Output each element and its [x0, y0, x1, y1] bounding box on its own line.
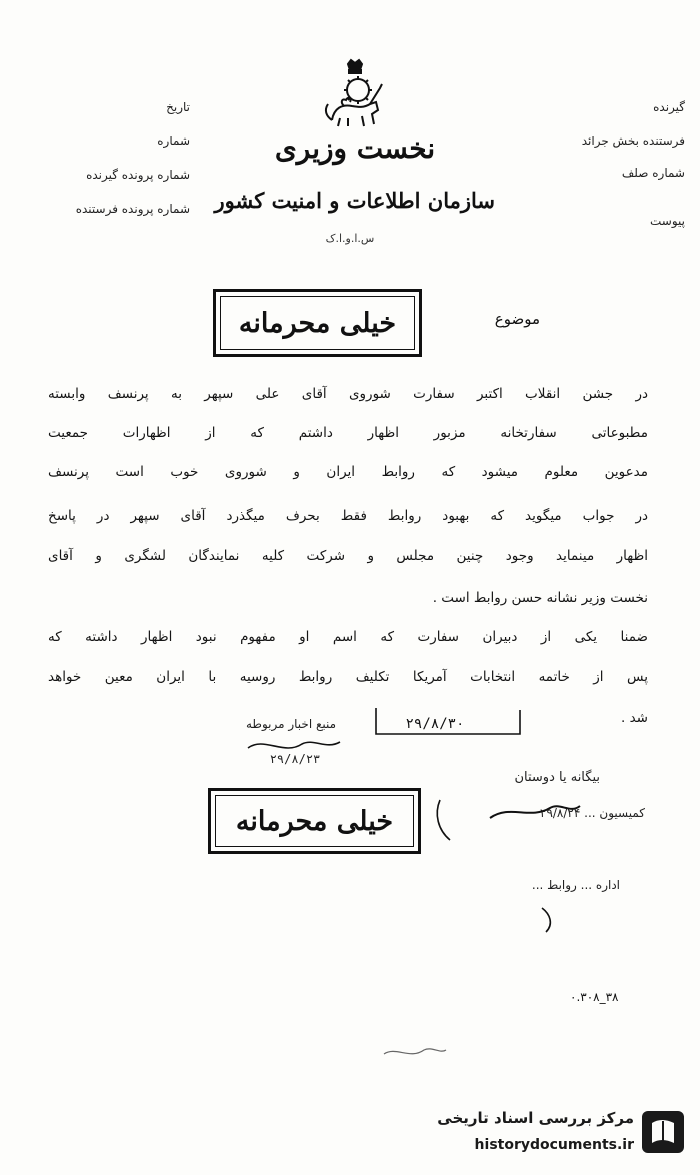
- archive-logo-icon: [640, 1109, 686, 1155]
- signature-date-below: ۲۹/۸/۲۳: [269, 752, 321, 766]
- handwritten-mark-icon: [536, 904, 566, 936]
- handwritten-note-2: کمیسیون ... ۲۹/۸/۲۴: [540, 806, 645, 820]
- field-sender-label: فرستنده بخش جرائد: [581, 134, 685, 148]
- handwritten-note-1: بیگانه یا دوستان: [514, 770, 600, 785]
- signature-note: منبع اخبار مربوطه: [245, 717, 337, 731]
- field-number-label: شماره: [157, 134, 190, 148]
- faint-mark-icon: [380, 1040, 450, 1064]
- body-line: ضمنا یکی از دبیران سفارت که اسم او مفهوم نبود اظهار داشته که: [48, 629, 648, 645]
- document-serial: ۰.۳۰۸_۳۸: [570, 990, 619, 1004]
- subject-label: موضوع: [494, 310, 540, 328]
- top-secret-stamp-lower: [208, 788, 421, 854]
- field-recipient-file-label: شماره پرونده گیرنده: [86, 168, 190, 182]
- body-line: نخست وزیر نشانه حسن روابط است .: [432, 590, 648, 606]
- handwritten-note-3: اداره ... روابط ...: [531, 878, 620, 892]
- body-line: پس از خاتمه انتخابات آمریکا تکلیف روابط روسیه با ایران معین خواهد: [48, 669, 648, 685]
- watermark-url: historydocuments.ir: [474, 1137, 634, 1153]
- header-title: نخست وزیری: [274, 132, 436, 165]
- stamp-label: خیلی محرمانه: [238, 307, 397, 339]
- watermark: [416, 1105, 686, 1163]
- lion-and-sun-emblem-icon: [318, 58, 392, 132]
- handwritten-scribble-icon: [430, 790, 630, 850]
- field-sender-file-label: شماره پرونده فرستنده: [75, 202, 190, 216]
- date-bracket-icon: [370, 704, 530, 738]
- body-line: مدعوین معلوم میشود که روابط ایران و شوروی خوب است پرنسف: [48, 464, 648, 480]
- field-date-label: تاریخ: [166, 100, 190, 114]
- stamp-label: خیلی محرمانه: [235, 805, 394, 837]
- signature-date: ۲۹/۸/۳۰: [405, 716, 465, 732]
- top-secret-stamp: [213, 289, 422, 357]
- body-line: اظهار مینماید وجود چنین مجلس و شرکت کلیه نمایندگان لشگری و آقای: [48, 548, 648, 564]
- header-code: س.ا.و.ا.ک: [325, 232, 375, 245]
- body-line: در جواب میگوید که بهبود روابط فقط بحرف میگذرد آقای سپهر در پاسخ: [48, 508, 648, 524]
- body-line: مطبوعاتی سفارتخانه مزبور اظهار داشتم که از اظهارات جمعیت: [48, 425, 648, 441]
- body-line: شد .: [621, 710, 648, 726]
- watermark-title: مرکز بررسی اسناد تاریخی: [437, 1109, 634, 1127]
- field-attachment-label: پیوست: [650, 214, 685, 228]
- header-subtitle: سازمان اطلاعات و امنیت کشور: [214, 188, 495, 213]
- field-file-number-label: شماره صلف: [621, 166, 685, 180]
- body-line: در جشن انقلاب اکتبر سفارت شوروی آقای علی سپهر به پرنسف وابسته: [48, 386, 648, 402]
- field-recipient-label: گیرنده: [653, 100, 685, 114]
